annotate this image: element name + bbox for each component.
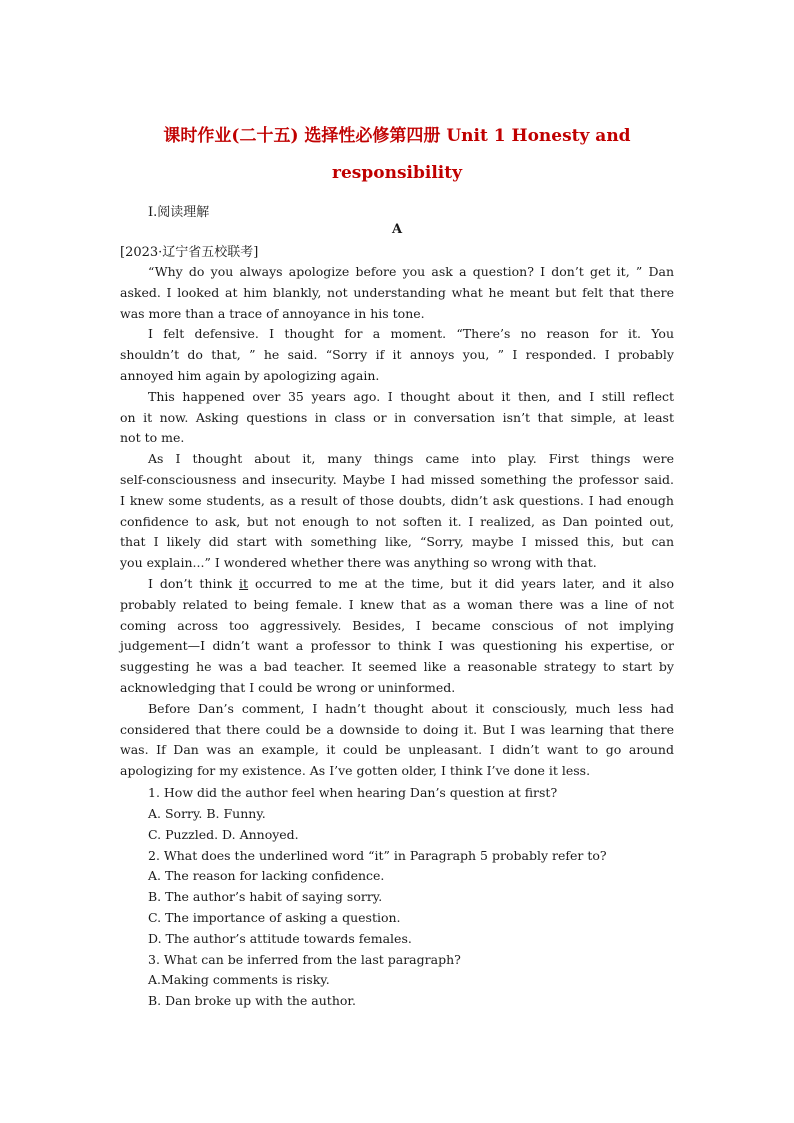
- passage-line-with-underline: [120, 574, 674, 595]
- passage-line: shouldn’t do that, ” he said. “Sorry if it annoys you, ” I responded. I probably: [120, 347, 674, 363]
- passage-line: that I likely did start with something like, “Sorry, maybe I missed this, but can: [120, 534, 674, 550]
- passage-line: I knew some students, as a result of those doubts, didn’t ask questions. I had enough: [120, 492, 674, 508]
- passage-line: coming across too aggressively. Besides, I became conscious of not implying: [120, 617, 674, 633]
- question-option: A.Making comments is risky.: [148, 972, 330, 987]
- underlined-word: it: [239, 575, 249, 591]
- passage-line: self-consciousness and insecurity. Maybe I had missed something the professor said.: [120, 471, 674, 487]
- question-option: D. The author’s attitude towards females.: [148, 931, 412, 946]
- passage-line: Before Dan’s comment, I hadn’t thought about it consciously, much less had: [148, 700, 674, 716]
- passage-line: I felt defensive. I thought for a moment. “There’s no reason for it. You: [148, 326, 674, 342]
- question-option: A. The reason for lacking confidence.: [148, 868, 385, 883]
- passage-text: occurred to me at the time, but it did years later, and it also: [248, 575, 674, 591]
- passage-label: A: [391, 222, 403, 237]
- question-stem: 3. What can be inferred from the last paragraph?: [148, 952, 461, 967]
- passage-line: considered that there could be a downside to doing it. But I was learning that there: [120, 721, 674, 737]
- passage-line: on it now. Asking questions in class or in conversation isn’t that simple, at least: [120, 409, 674, 425]
- passage-line: judgement—I didn’t want a professor to think I was questioning his expertise, or: [120, 638, 674, 654]
- page-title: 课时作业(二十五) 选择性必修第四册 Unit 1 Honesty and: [163, 126, 631, 146]
- question-option: A. Sorry. B. Funny.: [148, 806, 266, 821]
- passage-line: not to me.: [120, 430, 185, 446]
- passage-line: asked. I looked at him blankly, not understanding what he meant but felt that there: [120, 284, 674, 300]
- passage-line: was more than a trace of annoyance in his tone.: [120, 305, 425, 321]
- section-heading: Ⅰ.阅读理解: [148, 205, 210, 220]
- question-stem: 2. What does the underlined word “it” in Paragraph 5 probably refer to?: [148, 848, 607, 863]
- passage-line: As I thought about it, many things came into play. First things were: [148, 451, 674, 467]
- passage: [120, 262, 674, 782]
- question-option: C. Puzzled. D. Annoyed.: [148, 827, 299, 842]
- passage-line: annoyed him again by apologizing again.: [120, 367, 380, 383]
- passage-line: you explain...” I wondered whether there was anything so wrong with that.: [120, 555, 597, 571]
- page-title-continued: responsibility: [332, 163, 462, 183]
- passage-line: confidence to ask, but not enough to not soften it. I realized, as Dan pointed out,: [120, 513, 674, 529]
- passage-line: This happened over 35 years ago. I thought about it then, and I still reflect: [148, 388, 674, 404]
- question-option: B. The author’s habit of saying sorry.: [148, 889, 383, 904]
- passage-line: was. If Dan was an example, it could be unpleasant. I didn’t want to go around: [120, 742, 674, 758]
- passage-line: apologizing for my existence. As I’ve gotten older, I think I’ve done it less.: [120, 763, 591, 779]
- passage-line: “Why do you always apologize before you ask a question? I don’t get it, ” Dan: [148, 264, 674, 279]
- source-note: [2023·辽宁省五校联考]: [120, 245, 259, 260]
- passage-line: suggesting he was a bad teacher. It seemed like a reasonable strategy to start by: [120, 659, 674, 675]
- question-option: C. The importance of asking a question.: [148, 910, 401, 925]
- passage-text: I don’t think: [148, 575, 240, 591]
- question-option: B. Dan broke up with the author.: [148, 993, 356, 1008]
- passage-line: probably related to being female. I knew that as a woman there was a line of not: [120, 596, 674, 612]
- passage-line: acknowledging that I could be wrong or uninformed.: [120, 679, 456, 695]
- question-stem: 1. How did the author feel when hearing Dan’s question at first?: [148, 785, 558, 800]
